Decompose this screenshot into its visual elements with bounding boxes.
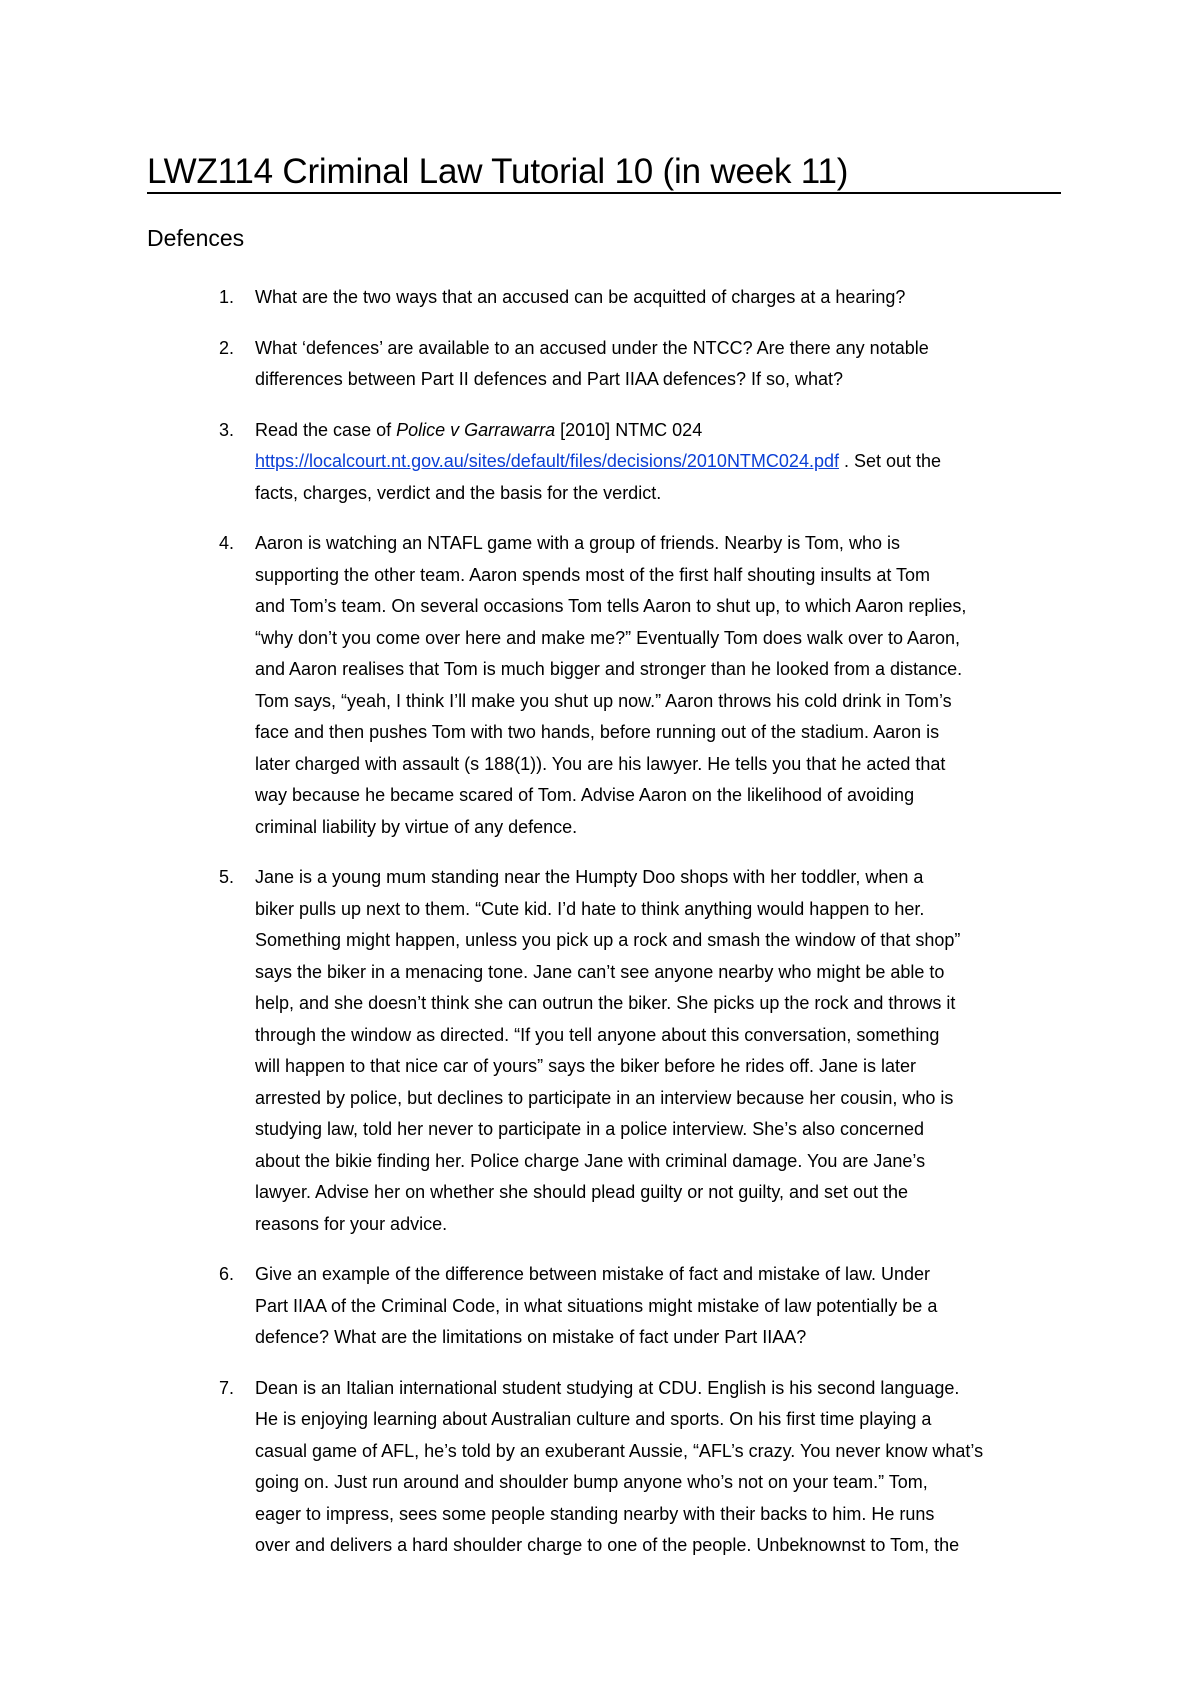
question-item (0, 528, 1200, 843)
question-list (0, 282, 1200, 1581)
question-item (0, 282, 1200, 314)
question-item (0, 333, 1200, 396)
question-line: way because he became scared of Tom. Advise Aaron on the likelihood of avoiding (255, 785, 915, 805)
question-text (255, 333, 1065, 396)
question-line: and Tom’s team. On several occasions Tom tells Aaron to shut up, to which Aaron replies, (255, 596, 967, 616)
question-line: and Aaron realises that Tom is much bigger and stronger than he looked from a distance. (255, 659, 963, 679)
question-text (255, 528, 1065, 843)
question-line: Dean is an Italian international student studying at CDU. English is his second language. (255, 1377, 960, 1398)
question-line: Tom says, “yeah, I think I’ll make you shut up now.” Aaron throws his cold drink in Tom’s (255, 690, 952, 711)
question-text (255, 862, 1065, 1240)
question-line: through the window as directed. “If you tell anyone about this conversation, something (255, 1024, 940, 1045)
question-line: Aaron is watching an NTAFL game with a group of friends. Nearby is Tom, who is (255, 533, 900, 553)
case-decision-link[interactable]: https://localcourt.nt.gov.au/sites/default/files/decisions/2010NTMC024.pdf (255, 451, 839, 471)
question-line: face and then pushes Tom with two hands, before running out of the stadium. Aaron is (255, 722, 940, 742)
question-number: 2. (219, 337, 235, 358)
question-number: 6. (219, 1264, 235, 1284)
question-line: What ‘defences’ are available to an accused under the NTCC? Are there any notable (255, 337, 929, 358)
question-line: Something might happen, unless you pick up a rock and smash the window of that shop” (255, 930, 961, 950)
question-line: will happen to that nice car of yours” says the biker before he rides off. Jane is later (255, 1056, 917, 1076)
question-line: differences between Part II defences and Part IIAA defences? If so, what? (255, 369, 844, 389)
question-line: supporting the other team. Aaron spends most of the first half shouting insults at Tom (255, 564, 931, 585)
question-item (0, 1373, 1200, 1562)
question-line: “why don’t you come over here and make me?” Eventually Tom does walk over to Aaron, (255, 627, 961, 648)
question-line: going on. Just run around and shoulder bump anyone who’s not on your team.” Tom, (255, 1472, 928, 1492)
question-number: 1. (219, 287, 235, 307)
question-text (255, 415, 1065, 510)
question-line-prefix: Read the case of (255, 419, 397, 440)
question-line: help, and she doesn’t think she can outrun the biker. She picks up the rock and throws it (255, 993, 956, 1013)
question-line (255, 446, 1065, 478)
question-line: Give an example of the difference between mistake of fact and mistake of law. Under (255, 1264, 931, 1284)
question-line: casual game of AFL, he’s told by an exuberant Aussie, “AFL’s crazy. You never know what’s (255, 1440, 984, 1461)
question-text (255, 1373, 1065, 1562)
question-number: 3. (219, 419, 235, 440)
question-line: lawyer. Advise her on whether she should plead guilty or not guilty, and set out the (255, 1182, 909, 1202)
question-line: He is enjoying learning about Australian culture and sports. On his first time playing a (255, 1409, 932, 1429)
question-line: What are the two ways that an accused can be acquitted of charges at a hearing? (255, 287, 906, 307)
question-line (255, 415, 1065, 447)
question-line: later charged with assault (s 188(1)). You are his lawyer. He tells you that he acted that (255, 753, 946, 774)
question-line: criminal liability by virtue of any defence. (255, 816, 578, 837)
case-name: Police v Garrawarra (396, 419, 556, 440)
title-underline (147, 192, 1061, 194)
document-title: LWZ114 Criminal Law Tutorial 10 (in week 11) (147, 152, 849, 191)
question-number: 5. (219, 867, 235, 887)
question-line: arrested by police, but declines to participate in an interview because her cousin, who is (255, 1087, 954, 1108)
question-line: facts, charges, verdict and the basis for the verdict. (255, 482, 662, 503)
question-item (0, 862, 1200, 1240)
question-line: about the bikie finding her. Police charge Jane with criminal damage. You are Jane’s (255, 1150, 926, 1171)
question-text (255, 282, 1065, 314)
question-item (0, 1259, 1200, 1354)
question-line: studying law, told her never to participate in a police interview. She’s also concerned (255, 1119, 925, 1139)
section-heading: Defences (147, 225, 245, 251)
question-item (0, 415, 1200, 510)
question-line: eager to impress, sees some people standing nearby with their backs to him. He runs (255, 1503, 935, 1524)
question-line: reasons for your advice. (255, 1213, 448, 1234)
question-line: over and delivers a hard shoulder charge to one of the people. Unbeknownst to Tom, the (255, 1535, 960, 1555)
question-line: biker pulls up next to them. “Cute kid. I’d hate to think anything would happen to her. (255, 898, 925, 919)
question-line-suffix: . Set out the (838, 451, 942, 471)
question-number: 7. (219, 1377, 235, 1398)
question-line: defence? What are the limitations on mistake of fact under Part IIAA? (255, 1327, 807, 1347)
question-line: says the biker in a menacing tone. Jane can’t see anyone nearby who might be able to (255, 961, 945, 982)
question-text (255, 1259, 1065, 1354)
question-line: Jane is a young mum standing near the Humpty Doo shops with her toddler, when a (255, 867, 924, 887)
case-citation: [2010] NTMC 024 (555, 419, 703, 440)
question-number: 4. (219, 533, 235, 553)
question-line: Part IIAA of the Criminal Code, in what situations might mistake of law potentially be a (255, 1295, 938, 1316)
